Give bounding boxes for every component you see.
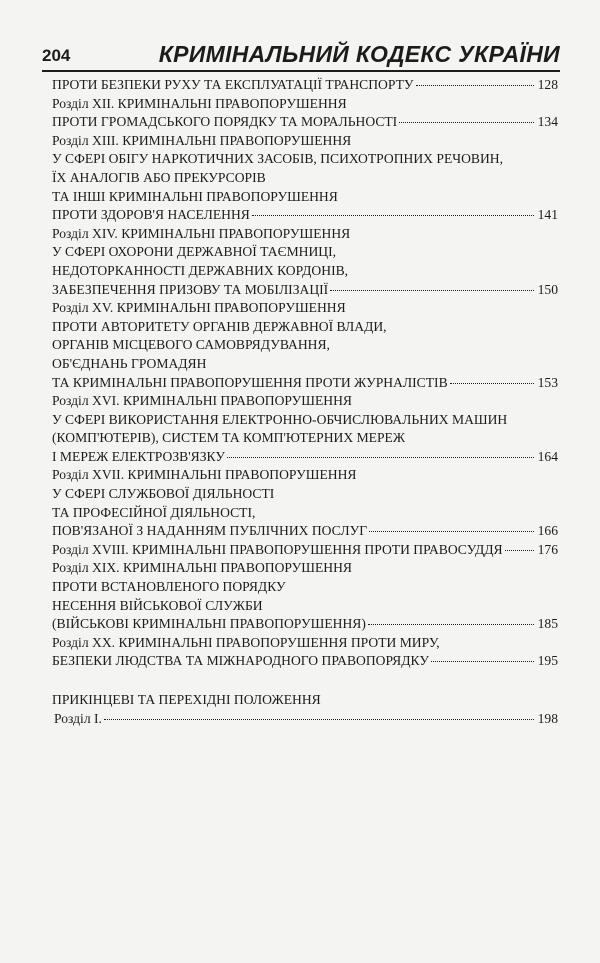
toc-page-number: 134 [537,114,558,130]
toc-entry[interactable] [52,559,558,633]
toc-entry-line: ЇХ АНАЛОГІВ АБО ПРЕКУРСОРІВ [52,169,266,185]
toc-entry-line: Розділ XIX. КРИМІНАЛЬНІ ПРАВОПОРУШЕННЯ [52,560,352,576]
toc-entry-line: (КОМП'ЮТЕРІВ), СИСТЕМ ТА КОМП'ЮТЕРНИХ МЕРЕЖ [52,430,406,446]
toc-entry-line: НЕСЕННЯ ВІЙСЬКОВОЇ СЛУЖБИ [52,597,263,613]
toc-entry-final-line [52,281,558,300]
toc-page-number: 141 [537,207,558,223]
dot-leader [450,383,534,384]
toc-entry[interactable] [52,634,558,671]
final-provisions-heading: ПРИКІНЦЕВІ ТА ПЕРЕХІДНІ ПОЛОЖЕННЯ [52,692,321,707]
toc-entry-text: Розділ І. [54,710,102,726]
toc-entry-text: І МЕРЕЖ ЕЛЕКТРОЗВ'ЯЗКУ [52,448,225,464]
toc-page-number: 176 [537,541,558,557]
toc-entry-line: У СФЕРІ ОБІГУ НАРКОТИЧНИХ ЗАСОБІВ, ПСИХОТРОПНИХ РЕЧОВИН, [52,151,503,167]
toc-page-number: 153 [537,374,558,390]
toc-page-number: 164 [537,448,558,464]
toc-page-number: 185 [537,616,558,632]
toc-page-number: 195 [537,653,558,669]
toc-entry-line: Розділ XVI. КРИМІНАЛЬНІ ПРАВОПОРУШЕННЯ [52,393,352,409]
toc-entry-final-line [52,113,558,132]
toc-entry[interactable] [52,95,558,132]
dot-leader [505,550,534,551]
toc-entry-text: ПРОТИ ЗДОРОВ'Я НАСЕЛЕННЯ [52,207,250,223]
toc-page-number: 128 [537,77,558,92]
dot-leader [368,624,534,625]
dot-leader [369,531,534,532]
toc-entry[interactable] [52,392,558,466]
toc-entry[interactable] [52,466,558,540]
book-title: КРИМІНАЛЬНИЙ КОДЕКС УКРАЇНИ [158,41,560,67]
toc-entry[interactable] [52,225,558,299]
dot-leader [431,661,534,662]
toc-entry-final-line [52,374,558,393]
toc-entry-line: Розділ XIV. КРИМІНАЛЬНІ ПРАВОПОРУШЕННЯ [52,225,351,241]
toc-entry-final-line [52,522,558,541]
toc-entry-line: ТА ІНШІ КРИМІНАЛЬНІ ПРАВОПОРУШЕННЯ [52,188,338,204]
toc-entry-text: БЕЗПЕКИ ЛЮДСТВА ТА МІЖНАРОДНОГО ПРАВОПОРЯДКУ [52,653,429,669]
toc-entry-final-line [52,541,558,560]
toc-entry[interactable] [52,299,558,392]
toc-entry-text: ПОВ'ЯЗАНОЇ З НАДАННЯМ ПУБЛІЧНИХ ПОСЛУГ [52,523,368,539]
toc-entry-line: Розділ XIII. КРИМІНАЛЬНІ ПРАВОПОРУШЕННЯ [52,132,352,148]
toc-entry-line: Розділ XVII. КРИМІНАЛЬНІ ПРАВОПОРУШЕННЯ [52,467,357,483]
toc-entry-line: Розділ XII. КРИМІНАЛЬНІ ПРАВОПОРУШЕННЯ [52,95,347,111]
page-number: 204 [42,46,71,65]
dot-leader [416,85,534,86]
toc-entry[interactable] [52,541,558,560]
dot-leader [104,719,534,720]
toc-entry-text: ЗАБЕЗПЕЧЕННЯ ПРИЗОВУ ТА МОБІЛІЗАЦІЇ [52,281,329,297]
toc-page-number: 150 [537,281,558,297]
toc-entry-final-line [52,448,558,467]
toc-entry-text: ПРОТИ ГРОМАДСЬКОГО ПОРЯДКУ ТА МОРАЛЬНОСТІ [52,114,398,130]
dot-leader [399,122,533,123]
toc-entry-line: ОРГАНІВ МІСЦЕВОГО САМОВРЯДУВАННЯ, [52,337,330,353]
dot-leader [227,457,534,458]
toc-entry-text: ПРОТИ БЕЗПЕКИ РУХУ ТА ЕКСПЛУАТАЦІЇ ТРАНСПОРТУ [52,77,414,92]
toc-entry-final-line [52,76,558,95]
final-provisions-entry[interactable] [52,710,558,729]
toc-entry-line: ПРОТИ АВТОРИТЕТУ ОРГАНІВ ДЕРЖАВНОЇ ВЛАДИ, [52,318,387,334]
toc-entry-line: У СФЕРІ ВИКОРИСТАННЯ ЕЛЕКТРОННО-ОБЧИСЛЮВАЛЬНИХ МАШИН [52,411,508,427]
toc-entry-text: Розділ XVIII. КРИМІНАЛЬНІ ПРАВОПОРУШЕННЯ ПРОТИ ПРАВОСУДДЯ [52,541,503,557]
toc-entry-text: ТА КРИМІНАЛЬНІ ПРАВОПОРУШЕННЯ ПРОТИ ЖУРНАЛІСТІВ [52,374,448,390]
toc-entry-line: У СФЕРІ ОХОРОНИ ДЕРЖАВНОЇ ТАЄМНИЦІ, [52,244,337,260]
toc-entry-line: У СФЕРІ СЛУЖБОВОЇ ДІЯЛЬНОСТІ [52,486,275,502]
toc-entry[interactable] [52,132,558,225]
toc-entry-final-line [52,206,558,225]
toc-entry-line: Розділ XX. КРИМІНАЛЬНІ ПРАВОПОРУШЕННЯ ПРОТИ МИРУ, [52,634,440,650]
toc-entry-line: Розділ XV. КРИМІНАЛЬНІ ПРАВОПОРУШЕННЯ [52,300,346,316]
dot-leader [330,290,533,291]
toc-entry-line: ПРОТИ ВСТАНОВЛЕНОГО ПОРЯДКУ [52,579,286,595]
table-of-contents [52,76,558,728]
toc-entry-final-line [52,615,558,634]
page-header [42,36,560,72]
toc-page-number: 166 [537,523,558,539]
toc-entries [52,76,558,671]
toc-entry-line: ОБ'ЄДНАНЬ ГРОМАДЯН [52,355,207,371]
dot-leader [252,215,534,216]
toc-entry-text: (ВІЙСЬКОВІ КРИМІНАЛЬНІ ПРАВОПОРУШЕННЯ) [52,616,366,632]
section-gap [52,671,558,691]
toc-entry-line: ТА ПРОФЕСІЙНОЇ ДІЯЛЬНОСТІ, [52,504,256,520]
toc-entry-line: НЕДОТОРКАННОСТІ ДЕРЖАВНИХ КОРДОНІВ, [52,262,349,278]
toc-page-number: 198 [537,710,558,726]
toc-entry[interactable] [52,76,558,95]
toc-entry-final-line [52,652,558,671]
